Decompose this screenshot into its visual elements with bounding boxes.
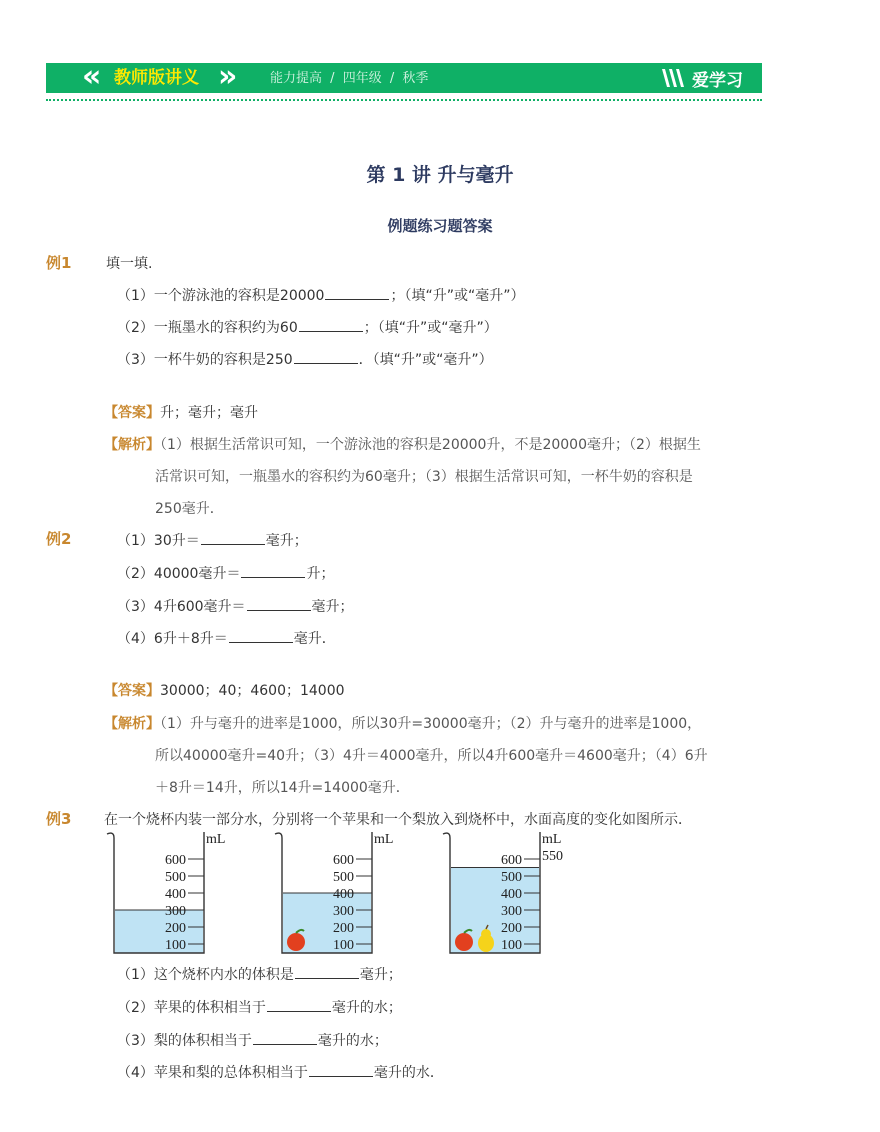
analysis-line	[104, 434, 701, 454]
example-label: 例2	[46, 530, 72, 548]
unit-label: mL	[374, 832, 394, 847]
answer-blank[interactable]	[294, 349, 358, 364]
tick-label: 400	[333, 887, 354, 902]
brand-mark-icon	[660, 67, 688, 89]
question-line	[117, 1030, 388, 1050]
level-label: 550	[542, 849, 563, 864]
analysis-text: 250毫升．	[155, 501, 224, 517]
question-line	[117, 530, 308, 550]
question-line	[117, 1062, 444, 1082]
tick-label: 200	[333, 921, 354, 936]
brand-logo	[660, 63, 743, 93]
question-text: （3）一杯牛奶的容积是250	[117, 352, 293, 368]
brand-name: 爱学习	[692, 70, 743, 91]
tick-label: 300	[501, 904, 522, 919]
question-text: 毫升；	[265, 533, 308, 549]
question-text: 毫升．	[293, 631, 336, 647]
answer-line	[104, 680, 345, 700]
analysis-text: （1）升与毫升的进率是1000，所以30升=30000毫升；（2）升与毫升的进率是1000，	[160, 716, 702, 732]
question-text: ．（填“升”或“毫升”）	[358, 352, 493, 368]
beaker-figure	[272, 828, 394, 958]
tick-label: 400	[165, 887, 186, 902]
analysis-tag: 【解析】	[104, 437, 160, 453]
question-text: （2）一瓶墨水的容积约为60	[117, 320, 298, 336]
question-text: ；（填“升”或“毫升”）	[390, 288, 525, 304]
answer-tag: 【答案】	[104, 405, 160, 421]
breadcrumb	[270, 69, 432, 89]
breadcrumb-item: 秋季	[402, 71, 429, 86]
tick-label: 200	[501, 921, 522, 936]
answer-blank[interactable]	[241, 563, 305, 578]
breadcrumb-item: 四年级	[342, 71, 382, 86]
question-text: （1）30升＝	[117, 533, 200, 549]
breadcrumb-separator: /	[389, 71, 395, 86]
question-text: 毫升的水；	[331, 1000, 402, 1016]
question-text: 毫升的水．	[373, 1065, 444, 1081]
tick-label: 100	[501, 938, 522, 953]
breadcrumb-item: 能力提高	[270, 71, 323, 86]
question-line	[117, 317, 498, 337]
tick-label: 500	[501, 870, 522, 885]
tick-label: 200	[165, 921, 186, 936]
example-label: 例3	[46, 810, 72, 828]
question-line	[117, 349, 493, 369]
answer-blank[interactable]	[253, 1030, 317, 1045]
answer-blank[interactable]	[309, 1062, 373, 1077]
question-text: （4）6升＋8升＝	[117, 631, 228, 647]
breadcrumb-separator: /	[330, 71, 335, 86]
answer-blank[interactable]	[325, 285, 389, 300]
analysis-line	[104, 713, 701, 733]
answer-text: 30000；40；4600；14000	[160, 683, 345, 699]
question-text: （1）一个游泳池的容积是20000	[117, 288, 325, 304]
answer-blank[interactable]	[295, 964, 359, 979]
answer-blank[interactable]	[299, 317, 363, 332]
answer-line	[104, 402, 258, 422]
question-line	[117, 628, 336, 648]
tick-label: 400	[501, 887, 522, 902]
water-fill	[115, 910, 203, 953]
pear-top	[481, 929, 491, 939]
analysis-text: 活常识可知，一瓶墨水的容积约为60毫升；（3）根据生活常识可知，一杯牛奶的容积是	[155, 469, 693, 485]
answer-blank[interactable]	[247, 596, 311, 611]
example-intro: 在一个烧杯内装一部分水，分别将一个苹果和一个梨放入到烧杯中，水面高度的变化如图所示．	[104, 812, 692, 828]
analysis-text: （1）根据生活常识可知，一个游泳池的容积是20000升，不是20000毫升；（2）根据生	[160, 437, 701, 453]
tick-label: 600	[333, 853, 354, 868]
question-text: 毫升；	[359, 967, 402, 983]
header-badge: 教师版讲义	[114, 68, 199, 88]
question-text: ；（填“升”或“毫升”）	[363, 320, 498, 336]
section-title: 例题练习题答案	[387, 217, 493, 235]
question-line	[117, 563, 334, 583]
question-text: 毫升；	[311, 599, 354, 615]
question-text: （1）这个烧杯内水的体积是	[117, 967, 294, 983]
tick-label: 500	[165, 870, 186, 885]
header-divider	[46, 99, 762, 101]
lecture-title: 第 1 讲 升与毫升	[366, 164, 514, 186]
chevron-left-icon: «	[82, 59, 102, 94]
chevron-right-icon: »	[218, 59, 238, 94]
example-intro: 填一填.	[106, 256, 153, 272]
tick-label: 500	[333, 870, 354, 885]
tick-label: 100	[333, 938, 354, 953]
apple-icon	[455, 933, 473, 951]
question-line	[117, 285, 524, 305]
answer-blank[interactable]	[267, 997, 331, 1012]
tick-label: 600	[165, 853, 186, 868]
question-text: （4）苹果和梨的总体积相当于	[117, 1065, 308, 1081]
unit-label: mL	[206, 832, 226, 847]
answer-blank[interactable]	[229, 628, 293, 643]
question-text: （3）4升600毫升＝	[117, 599, 246, 615]
answer-text: 升；毫升；毫升	[160, 405, 258, 421]
unit-label: mL	[542, 832, 562, 847]
question-text: （2）40000毫升＝	[117, 566, 241, 582]
analysis-tag: 【解析】	[104, 716, 160, 732]
tick-label: 300	[165, 904, 186, 919]
beaker-figure	[440, 828, 563, 958]
answer-blank[interactable]	[201, 530, 265, 545]
question-text: （3）梨的体积相当于	[117, 1033, 252, 1049]
analysis-text: 所以40000毫升=40升；（3）4升＝4000毫升，所以4升600毫升＝4600毫升；（4）6升	[155, 748, 708, 764]
answer-tag: 【答案】	[104, 683, 160, 699]
question-text: （2）苹果的体积相当于	[117, 1000, 266, 1016]
question-text: 升；	[306, 566, 335, 582]
tick-label: 600	[501, 853, 522, 868]
question-text: 毫升的水；	[317, 1033, 388, 1049]
question-line	[117, 596, 354, 616]
tick-label: 300	[333, 904, 354, 919]
analysis-text: ＋8升＝14升，所以14升=14000毫升．	[155, 780, 410, 796]
question-line	[117, 964, 402, 984]
question-line	[117, 997, 402, 1017]
apple-icon	[287, 933, 305, 951]
tick-label: 100	[165, 938, 186, 953]
beaker-figure	[104, 828, 226, 958]
example-label: 例1	[46, 254, 72, 272]
